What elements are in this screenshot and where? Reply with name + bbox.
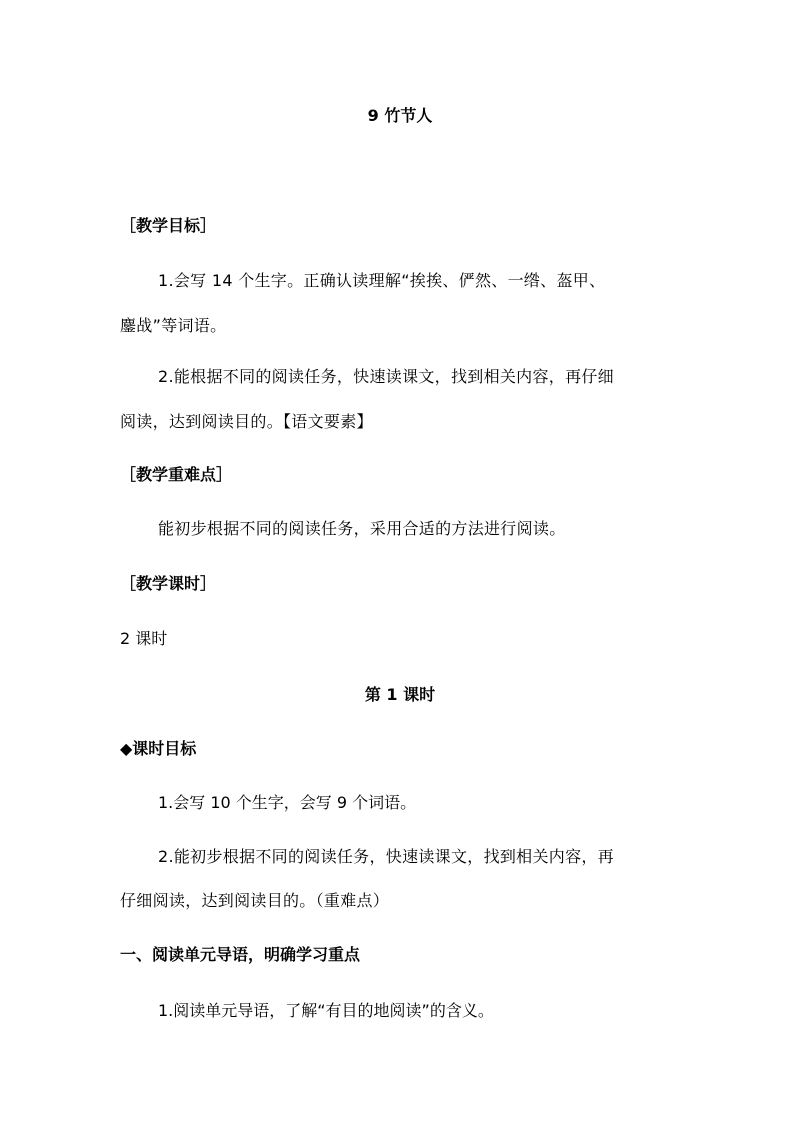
teaching-goals-heading: ［教学目标］: [120, 216, 217, 235]
goal-2-line-2: 阅读，达到阅读目的。【语文要素】: [120, 412, 373, 431]
step-1-heading: 一、阅读单元导语，明确学习重点: [120, 945, 361, 964]
goal-1-line-2: 鏖战”等词语。: [120, 316, 227, 335]
key-points-text: 能初步根据不同的阅读任务，采用合适的方法进行阅读。: [158, 519, 566, 538]
step-1-item-1: 1.阅读单元导语，了解“有目的地阅读”的含义。: [158, 1001, 494, 1020]
teaching-hours-text: 2 课时: [120, 629, 168, 648]
document-title: 9 竹节人: [367, 106, 433, 125]
lesson-goals-heading: ◆课时目标: [120, 739, 197, 758]
goal-2-line-1: 2.能根据不同的阅读任务，快速读课文，找到相关内容，再仔细: [158, 367, 614, 386]
key-points-heading: ［教学重难点］: [120, 465, 233, 484]
lesson-goal-2-line-2: 仔细阅读，达到阅读目的。（重难点）: [120, 891, 390, 910]
lesson-goal-1: 1.会写 10 个生字，会写 9 个词语。: [158, 793, 417, 812]
lesson-goal-2-line-1: 2.能初步根据不同的阅读任务，快速读课文，找到相关内容，再: [158, 847, 614, 866]
lesson-1-title: 第 1 课时: [364, 685, 436, 704]
goal-1-line-1: 1.会写 14 个生字。正确认读理解“挨挨、俨然、一绺、盔甲、: [158, 271, 606, 290]
teaching-hours-heading: ［教学课时］: [120, 574, 217, 593]
